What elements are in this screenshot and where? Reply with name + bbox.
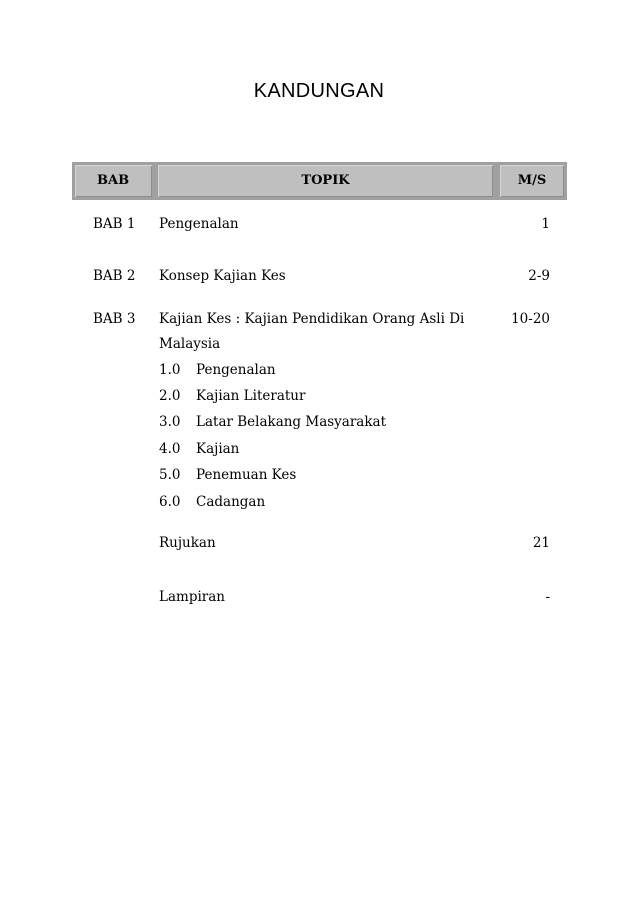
row-bab-label: BAB 2: [93, 268, 136, 284]
row-topic: Konsep Kajian Kes: [159, 268, 286, 284]
subsection-number: 2.0: [159, 388, 181, 404]
row-bab-label: BAB 3: [93, 311, 136, 327]
header-ms: M/S: [500, 165, 564, 197]
row-page: 10-20: [511, 311, 550, 327]
subsection-number: 1.0: [159, 362, 181, 378]
row-page: 1: [541, 216, 550, 232]
subsection-label: Pengenalan: [196, 362, 276, 378]
row-bab-label: BAB 1: [93, 216, 136, 232]
row-page: -: [545, 589, 550, 605]
subsection-number: 4.0: [159, 441, 181, 457]
subsection-label: Kajian Literatur: [196, 388, 306, 404]
row-topic-continued: Malaysia: [159, 336, 221, 352]
header-bab: BAB: [75, 165, 152, 197]
subsection-label: Penemuan Kes: [196, 467, 297, 483]
page-title: KANDUNGAN: [253, 80, 385, 102]
row-page: 2-9: [528, 268, 550, 284]
row-topic: Kajian Kes : Kajian Pendidikan Orang Asli Di: [159, 311, 465, 327]
subsection-label: Cadangan: [196, 494, 266, 510]
row-topic: Lampiran: [159, 589, 225, 605]
subsection-number: 6.0: [159, 494, 181, 510]
subsection-number: 5.0: [159, 467, 181, 483]
subsection-label: Latar Belakang Masyarakat: [196, 414, 386, 430]
header-topik: TOPIK: [158, 165, 493, 197]
row-topic: Pengenalan: [159, 216, 239, 232]
row-page: 21: [532, 535, 550, 551]
subsection-label: Kajian: [196, 441, 240, 457]
subsection-number: 3.0: [159, 414, 181, 430]
table-header: [72, 162, 567, 200]
row-topic: Rujukan: [159, 535, 216, 551]
